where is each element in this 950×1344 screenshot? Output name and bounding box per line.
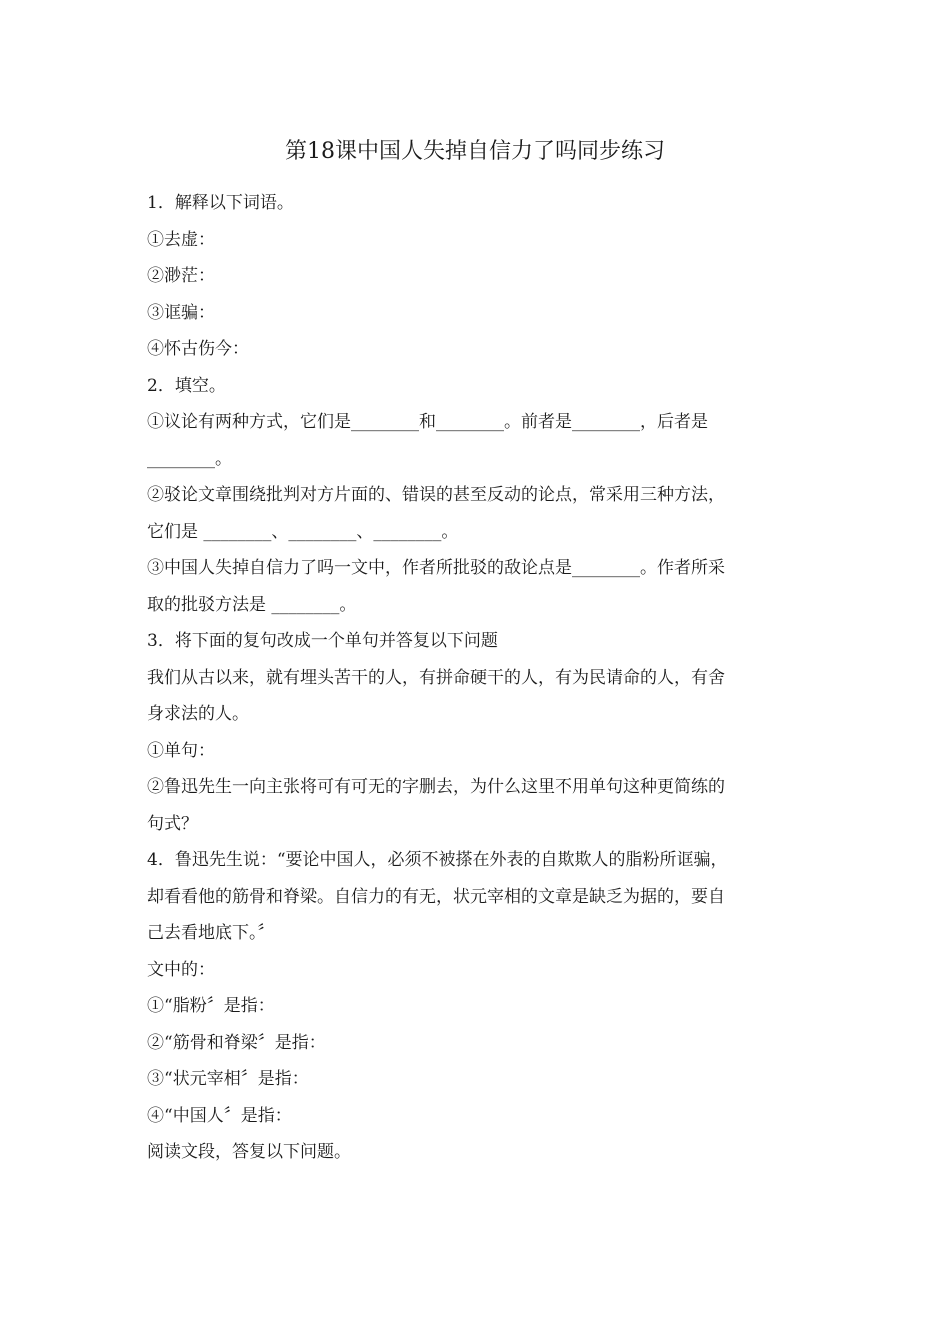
question-3-item-1: ①单句： <box>147 740 215 761</box>
question-4-item-4: ④“中国人〞是指： <box>147 1105 292 1126</box>
question-4-item-1: ①“脂粉〞是指： <box>147 996 275 1016</box>
question-1-item-3: ③诓骗： <box>147 302 215 323</box>
question-3-item-2-cont: 句式？ <box>147 813 198 834</box>
question-2-item-2: ②驳论文章围绕批判对方片面的、错误的甚至反动的论点，常采用三种方法， <box>147 485 725 505</box>
question-4-heading: 4．鲁迅先生说：“要论中国人，必须不被搽在外表的自欺欺人的脂粉所诓骗， <box>147 850 728 870</box>
question-3-passage-cont: 身求法的人。 <box>147 704 249 724</box>
question-2-item-1: ①议论有两种方式，它们是________和________。前者是________，后者是 <box>147 412 708 432</box>
question-2-item-1-cont: ________。 <box>147 448 232 469</box>
question-3-item-2: ②鲁迅先生一向主张将可有可无的字删去，为什么这里不用单句这种更简练的 <box>147 777 725 797</box>
question-4-prompt: 文中的： <box>147 959 215 980</box>
question-2-item-2-cont: 它们是 ________、________、________。 <box>147 521 459 542</box>
question-4-quote-cont-2: 己去看地底下。〞 <box>147 923 275 943</box>
question-4-item-2: ②“筋骨和脊梁〞是指： <box>147 1032 326 1053</box>
question-1-item-1: ①去虚： <box>147 229 215 250</box>
question-1-item-2: ②渺茫： <box>147 266 215 286</box>
question-2-item-3: ③中国人失掉自信力了吗一文中，作者所批驳的敌论点是________。作者所采 <box>147 558 725 578</box>
question-2-heading: 2．填空。 <box>147 375 226 396</box>
question-1-heading: 1．解释以下词语。 <box>147 193 294 213</box>
reading-instruction: 阅读文段，答复以下问题。 <box>147 1142 351 1162</box>
question-3-heading: 3．将下面的复句改成一个单句并答复以下问题 <box>147 631 498 651</box>
question-3-passage: 我们从古以来，就有埋头苦干的人，有拼命硬干的人，有为民请命的人，有舍 <box>147 667 725 688</box>
document-body <box>147 185 807 1171</box>
question-4-item-3: ③“状元宰相〞是指： <box>147 1069 309 1089</box>
page-title: 第18课中国人失掉自信力了吗同步练习 <box>285 139 665 164</box>
question-2-item-3-cont: 取的批驳方法是 ________。 <box>147 594 357 615</box>
question-1-item-4: ④怀古伤今： <box>147 339 249 359</box>
question-4-quote-cont-1: 却看看他的筋骨和脊梁。自信力的有无，状元宰相的文章是缺乏为据的，要自 <box>147 886 725 907</box>
